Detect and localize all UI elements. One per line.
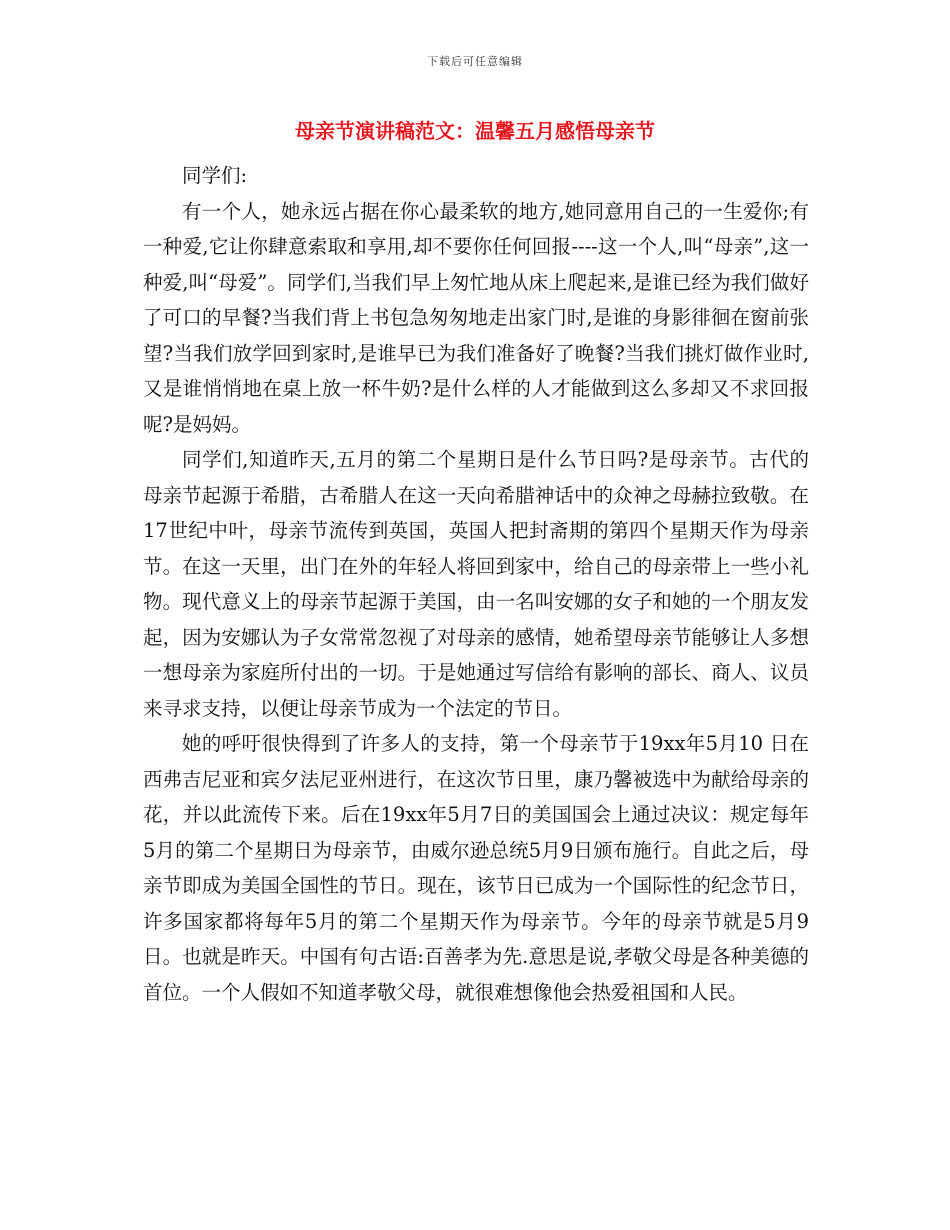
paragraph-2: 同学们,知道昨天,五月的第二个星期日是什么节日吗?是母亲节。古代的母亲节起源于希腊，古希腊人在这一天向希腊神话中的众神之母赫拉致敬。在17世纪中叶，母亲节流传到英国，英国人把封斋期的第四个星期天作为母亲节。在这一天里，出门在外的年轻人将回到家中，给自己的母亲带上一些小礼物。现代意义上的母亲节起源于美国，由一名叫安娜的女子和她的一个朋友发起，因为安娜认为子女常常忽视了对母亲的感情，她希望母亲节能够让人多想一想母亲为家庭所付出的一切。于是她通过写信给有影响的部长、商人、议员来寻求支持，以便让母亲节成为一个法定的节日。 (143, 448, 809, 720)
header-editable-note: 下载后可任意编辑 (427, 55, 523, 68)
document-title: 母亲节演讲稿范文：温馨五月感悟母亲节 (295, 119, 655, 143)
paragraph-3: 她的呼吁很快得到了许多人的支持，第一个母亲节于19xx年5月10 日在西弗吉尼亚和宾夕法尼亚州进行，在这次节日里，康乃馨被选中为献给母亲的花，并以此流传下来。后在19xx年5月7日的美国国会上通过决议：规定每年5月的第二个星期日为母亲节，由威尔逊总统5月9日颁布施行。自此之后，母亲节即成为美国全国性的节日。现在，该节日已成为一个国际性的纪念节日，许多国家都将每年5月的第二个星期天作为母亲节。今年的母亲节就是5月9日。也就是昨天。中国有句古语:百善孝为先.意思是说,孝敬父母是各种美德的首位。一个人假如不知道孝敬父母，就很难想像他会热爱祖国和人民。 (143, 732, 809, 1004)
paragraph-1: 有一个人，她永远占据在你心最柔软的地方,她同意用自己的一生爱你;有一种爱,它让你肆意索取和享用,却不要你任何回报----这一个人,叫“母亲”,这一种爱,叫“母爱”。同学们,当我们早上匆忙地从床上爬起来,是谁已经为我们做好了可口的早餐?当我们背上书包急匆匆地走出家门时,是谁的身影徘徊在窗前张望?当我们放学回到家时,是谁早已为我们准备好了晚餐?当我们挑灯做作业时,又是谁悄悄地在桌上放一杯牛奶?是什么样的人才能做到这么多却又不求回报呢?是妈妈。 (143, 199, 809, 436)
document-body (143, 158, 809, 1010)
salutation: 同学们: (182, 164, 248, 187)
